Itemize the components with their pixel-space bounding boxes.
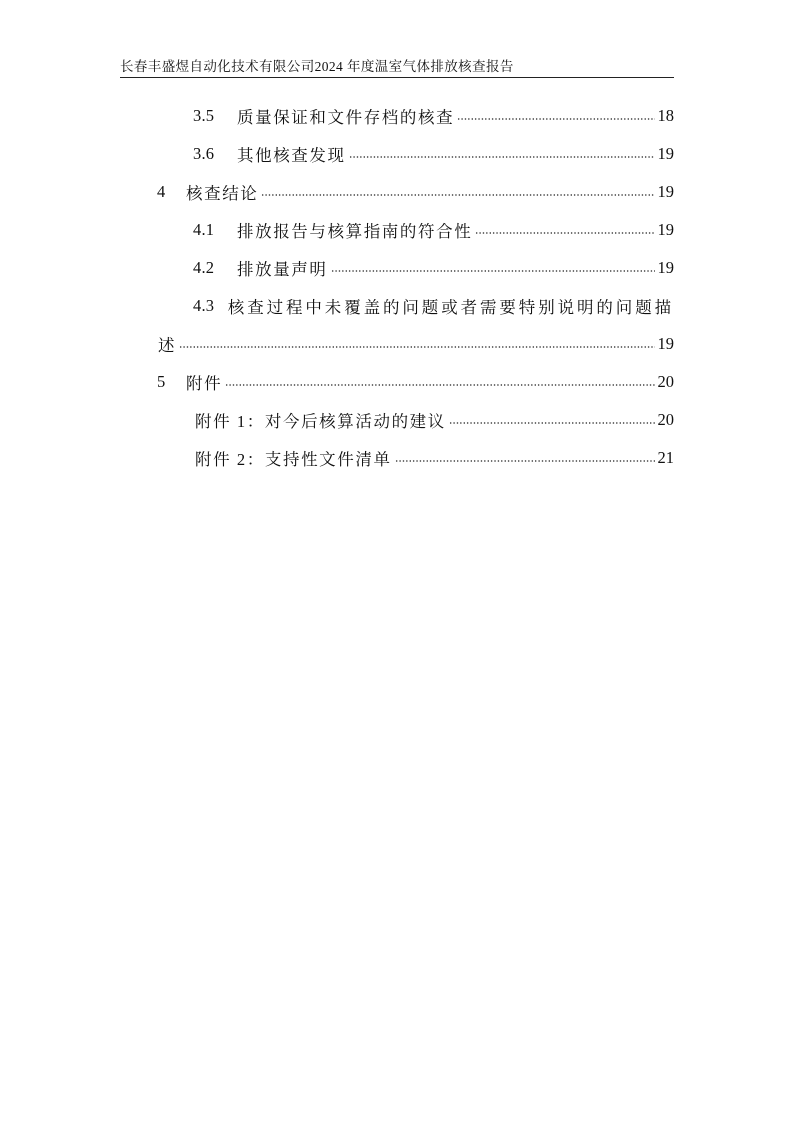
toc-number: 4.2 <box>193 258 215 277</box>
toc-title-continued: 述 <box>158 336 177 355</box>
toc-title: 附件 2：支持性文件清单 <box>195 450 392 469</box>
toc-number: 4.1 <box>193 220 215 239</box>
toc-entry-3-5[interactable] <box>193 97 674 135</box>
toc-leader-dots <box>475 231 654 235</box>
toc-page-number: 18 <box>657 106 674 125</box>
running-header <box>120 58 674 78</box>
toc-page-number: 19 <box>657 220 674 239</box>
toc-leader-dots <box>261 193 654 197</box>
toc-title: 排放量声明 <box>237 260 328 279</box>
toc-entry-3-6[interactable] <box>193 135 674 173</box>
toc-leader-dots <box>457 117 654 121</box>
toc-page-number: 20 <box>657 372 674 391</box>
toc-title: 排放报告与核算指南的符合性 <box>237 222 473 241</box>
toc-entry-4-3-continued[interactable] <box>158 325 674 363</box>
toc-page-number: 19 <box>657 258 674 277</box>
toc-entry-4-3[interactable] <box>193 287 674 325</box>
toc-leader-dots <box>395 459 655 463</box>
toc-leader-dots <box>179 345 654 349</box>
toc-page-number: 20 <box>657 410 674 429</box>
toc-title: 其他核查发现 <box>237 146 346 165</box>
toc-number: 3.5 <box>193 106 215 125</box>
toc-page-number: 19 <box>657 334 674 353</box>
toc-page-number: 19 <box>657 182 674 201</box>
toc-title: 核查过程中未覆盖的问题或者需要特别说明的问题描 <box>227 298 674 317</box>
toc-entry-5[interactable] <box>157 363 674 401</box>
toc-leader-dots <box>449 421 655 425</box>
toc-title: 质量保证和文件存档的核查 <box>237 108 455 127</box>
toc-leader-dots <box>349 155 655 159</box>
toc-entry-4[interactable] <box>157 173 674 211</box>
toc-number: 4 <box>157 182 166 201</box>
toc-number: 5 <box>157 372 166 391</box>
toc-leader-dots <box>331 269 655 273</box>
toc-leader-dots <box>225 383 654 387</box>
toc-page-number: 21 <box>657 448 674 467</box>
running-header-title: 长春丰盛煜自动化技术有限公司2024 年度温室气体排放核查报告 <box>120 59 514 74</box>
toc-title: 附件 1：对今后核算活动的建议 <box>195 412 446 431</box>
toc-title: 附件 <box>186 374 223 393</box>
toc-entry-4-1[interactable] <box>193 211 674 249</box>
toc-page-number: 19 <box>657 144 674 163</box>
toc-title: 核查结论 <box>186 184 259 203</box>
toc-number: 4.3 <box>193 296 215 315</box>
toc-entry-appendix-1[interactable] <box>195 401 674 439</box>
toc-entry-4-2[interactable] <box>193 249 674 287</box>
toc-entry-appendix-2[interactable] <box>195 439 674 477</box>
toc-number: 3.6 <box>193 144 215 163</box>
